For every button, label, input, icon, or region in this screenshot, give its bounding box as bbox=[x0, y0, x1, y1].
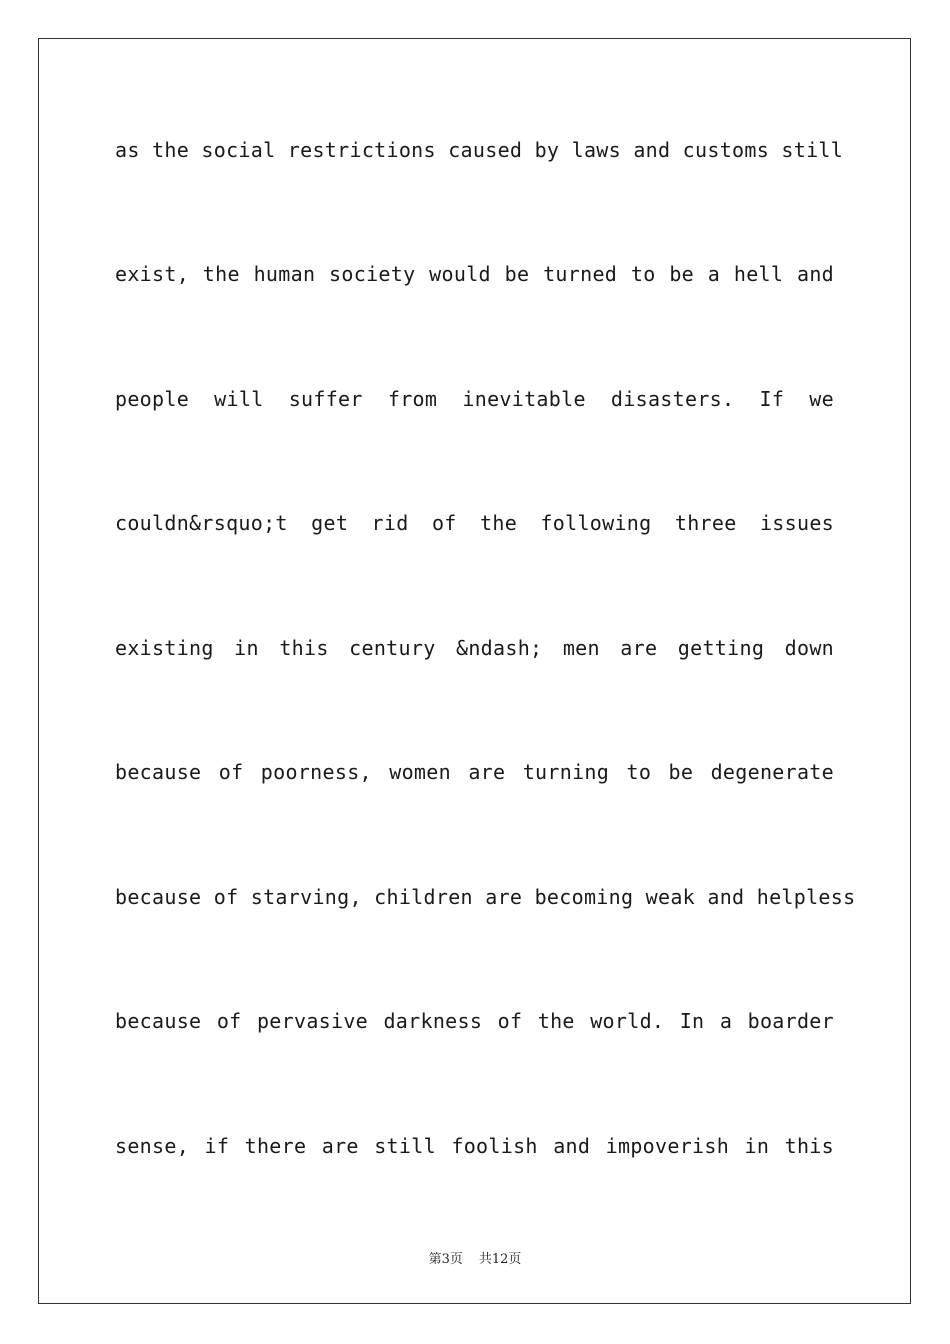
text-line: people will suffer from inevitable disasters. If we bbox=[115, 387, 834, 411]
page-border bbox=[38, 38, 911, 1304]
text-line: couldn&rsquo;t get rid of the following three issues bbox=[115, 511, 834, 535]
page-number-total: 共12页 bbox=[478, 1252, 522, 1267]
page-number-current: 第3页 bbox=[428, 1252, 463, 1267]
text-line: exist, the human society would be turned to be a hell and bbox=[115, 262, 834, 286]
text-line: because of pervasive darkness of the world. In a boarder bbox=[115, 1009, 834, 1033]
text-line: as the social restrictions caused by laws and customs still bbox=[115, 138, 844, 162]
text-line: sense, if there are still foolish and impoverish in this bbox=[115, 1134, 834, 1158]
page-footer bbox=[0, 1248, 950, 1267]
text-line: existing in this century &ndash; men are getting down bbox=[115, 636, 834, 660]
text-line: because of starving, children are becoming weak and helpless bbox=[115, 885, 856, 909]
text-line: because of poorness, women are turning to be degenerate bbox=[115, 760, 834, 784]
